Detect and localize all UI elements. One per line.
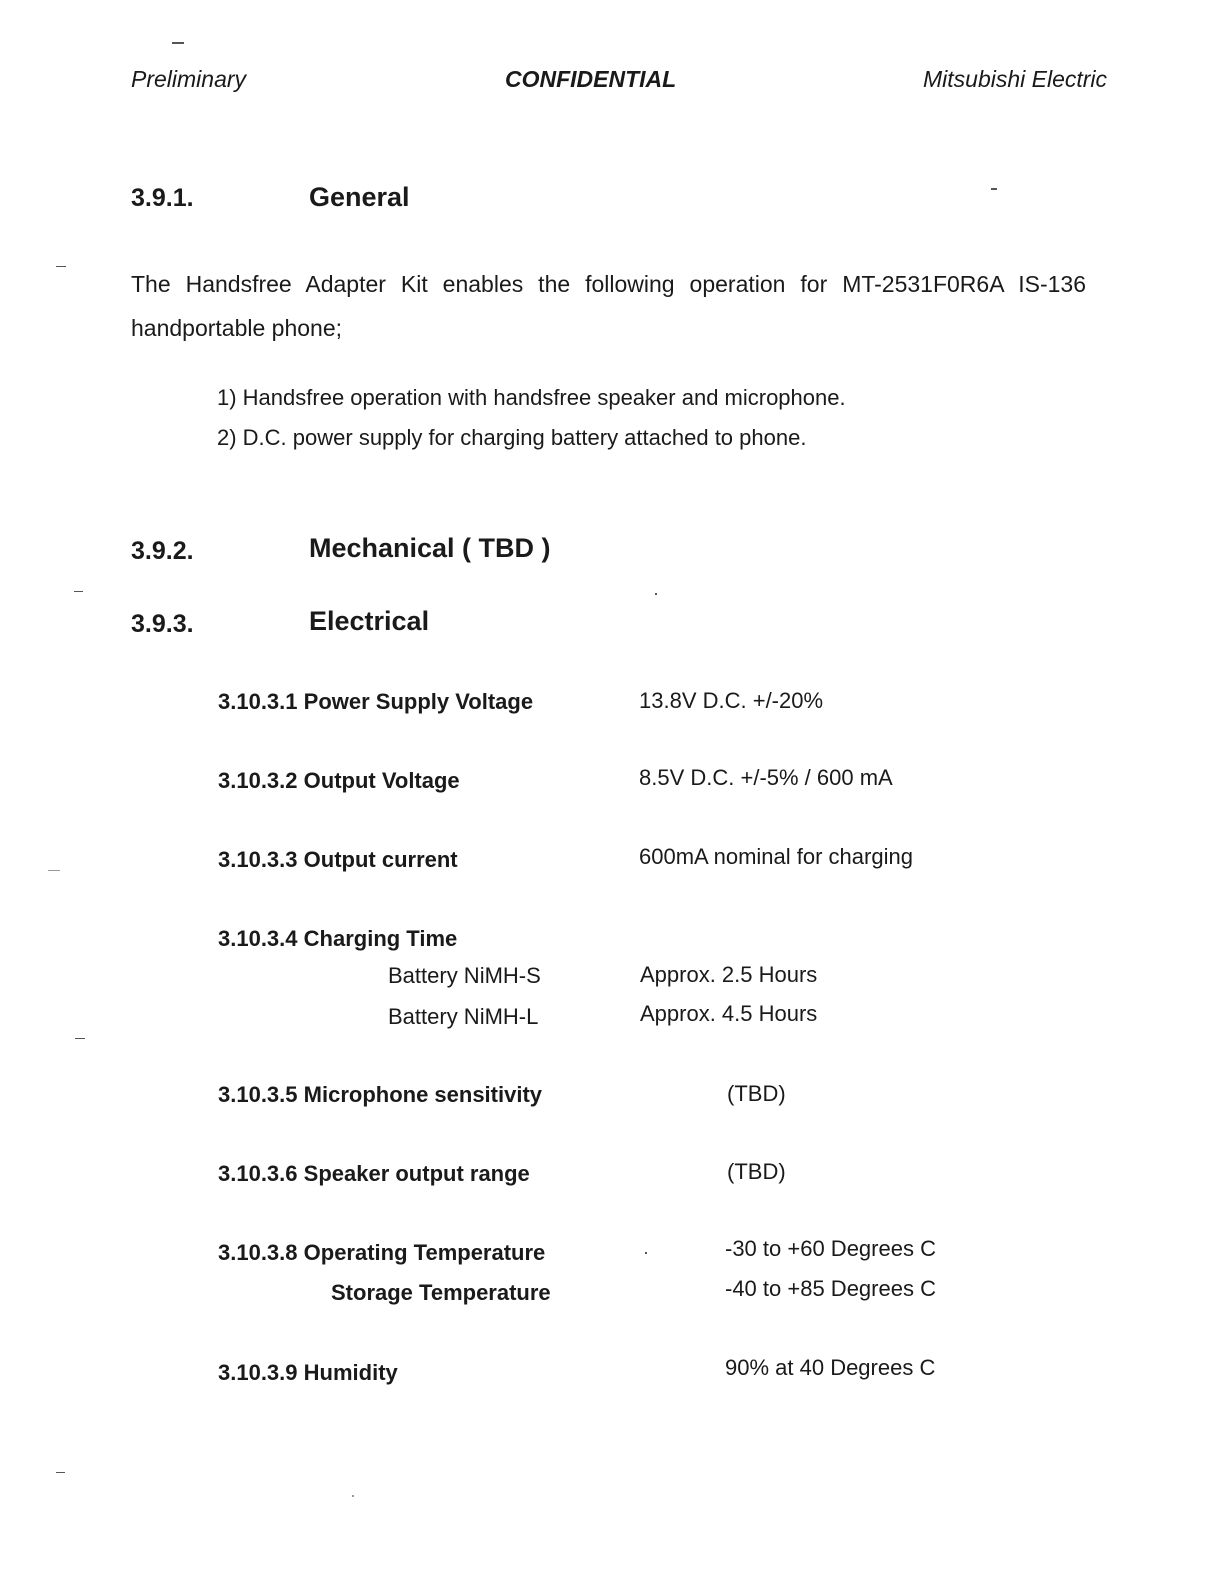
scan-speck [56,1472,65,1473]
spec-name: Microphone sensitivity [303,1082,543,1107]
spec-number: 3.10.3.2 [218,768,298,793]
spec-name: Humidity [303,1360,398,1385]
spec-number: 3.10.3.6 [218,1161,298,1186]
section-title-general: General [309,182,410,212]
spec-name: Output current [303,847,458,872]
spec-number: 3.10.3.9 [218,1360,298,1385]
charging-battery-label: Battery NiMH-L [388,1004,539,1029]
spec-name: Power Supply Voltage [303,689,534,714]
spec-number: 3.10.3.8 [218,1240,298,1265]
section-title-mechanical: Mechanical ( TBD ) [309,533,551,563]
section-title-electrical: Electrical [309,606,430,636]
spec-label [218,1240,545,1266]
charging-battery-value: Approx. 4.5 Hours [640,1001,818,1026]
spec-number: 3.10.3.1 [218,689,298,714]
storage-temperature-label: Storage Temperature [331,1280,551,1305]
section-number-electrical: 3.9.3. [131,610,194,638]
scan-speck [74,591,83,592]
scan-speck [352,1495,354,1497]
spec-value: (TBD) [727,1081,786,1106]
spec-label [218,689,533,715]
scan-speck [172,42,184,44]
spec-value: 90% at 40 Degrees C [725,1355,936,1380]
header-preliminary: Preliminary [131,66,247,92]
scan-speck [48,870,60,871]
charging-battery-label: Battery NiMH-S [388,963,541,988]
storage-temperature-value: -40 to +85 Degrees C [725,1276,936,1301]
spec-value: 600mA nominal for charging [639,844,913,869]
header-company: Mitsubishi Electric [923,66,1108,92]
scan-speck [75,1038,85,1039]
section-number-general: 3.9.1. [131,184,194,212]
spec-value: (TBD) [727,1159,786,1184]
spec-value: -30 to +60 Degrees C [725,1236,936,1261]
general-list-item-1: 1) Handsfree operation with handsfree speaker and microphone. [217,385,846,410]
spec-label [218,1360,398,1386]
spec-label [218,1082,542,1108]
scan-speck [991,188,997,190]
charging-battery-value: Approx. 2.5 Hours [640,962,818,987]
scan-speck [655,593,657,595]
general-paragraph: The Handsfree Adapter Kit enables the following operation for MT-2531F0R6A IS-136 handportable phone; [131,271,1086,341]
spec-label [218,1161,530,1187]
spec-name: Output Voltage [303,768,460,793]
spec-number: 3.10.3.3 [218,847,298,872]
spec-name: Charging Time [303,926,458,951]
spec-label [218,926,457,952]
scan-speck [56,266,66,267]
spec-number: 3.10.3.5 [218,1082,298,1107]
scan-speck [645,1252,647,1254]
spec-number: 3.10.3.4 [218,926,298,951]
spec-label [218,847,458,873]
section-number-mechanical: 3.9.2. [131,537,194,565]
spec-label [218,768,460,794]
spec-name: Speaker output range [303,1161,530,1186]
spec-value: 8.5V D.C. +/-5% / 600 mA [639,765,893,790]
header-confidential: CONFIDENTIAL [505,66,677,92]
spec-name: Operating Temperature [303,1240,546,1265]
general-list-item-2: 2) D.C. power supply for charging battery attached to phone. [217,425,807,450]
spec-value: 13.8V D.C. +/-20% [639,688,824,713]
